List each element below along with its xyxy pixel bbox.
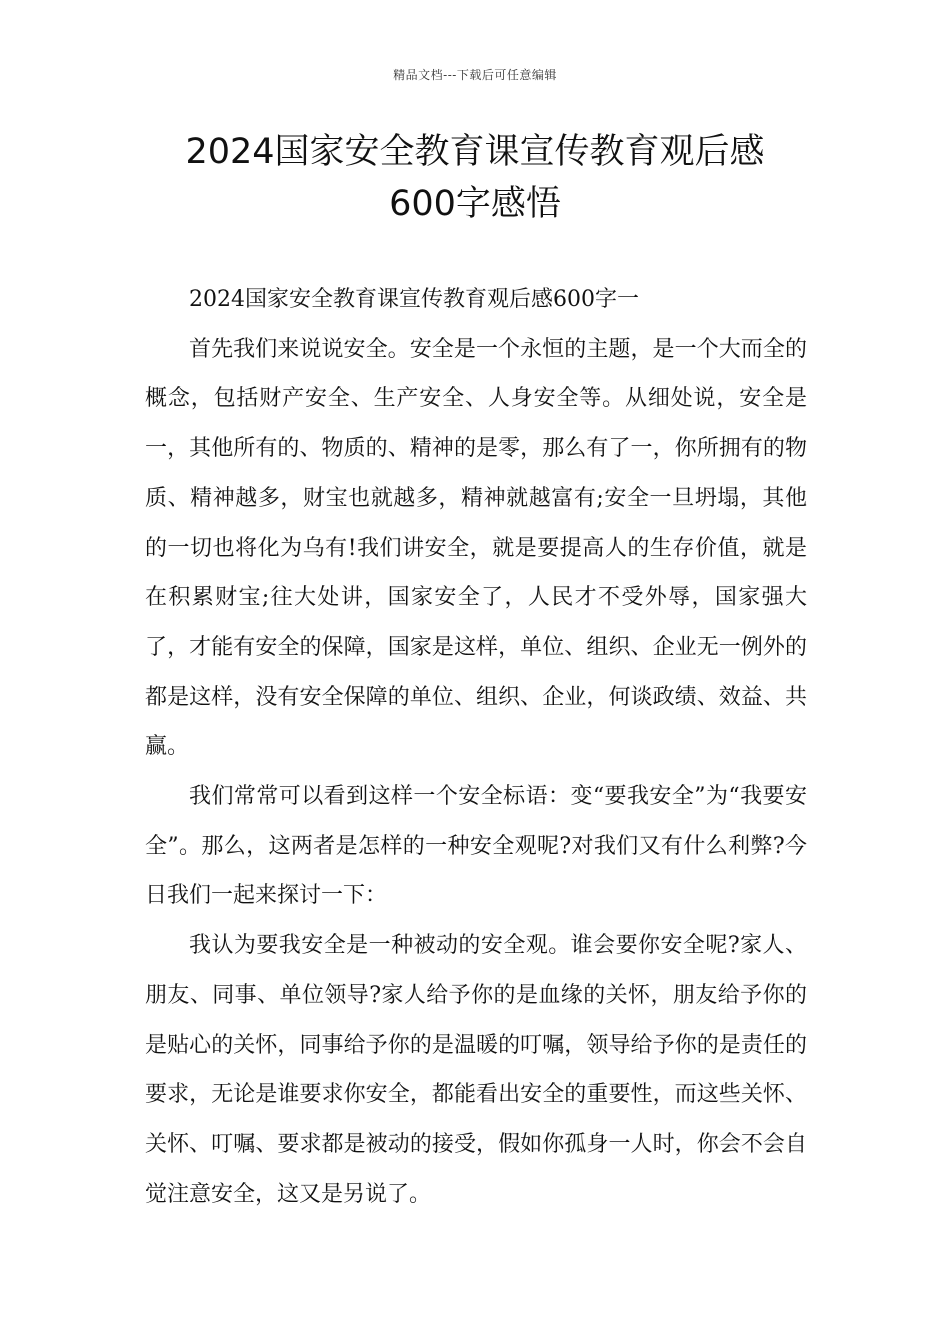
section-subheading: 2024国家安全教育课宣传教育观后感600字一 [189,287,639,312]
document-title [120,126,830,230]
title-line-2: 600字感悟 [389,184,561,224]
title-line-1: 2024国家安全教育课宣传教育观后感 [185,132,765,172]
paragraph-2: 我们常常可以看到这样一个安全标语：变“要我安全”为“我要安全”。那么，这两者是怎样的一种安全观呢?对我们又有什么利弊?今日我们一起来探讨一下： [145,784,807,909]
document-body [145,275,807,1219]
paragraph-1: 首先我们来说说安全。安全是一个永恒的主题，是一个大而全的概念，包括财产安全、生产安全、人身安全等。从细处说，安全是一，其他所有的、物质的、精神的是零，那么有了一，你所拥有的物质、精神越多，财宝也就越多，精神就越富有;安全一旦坍塌，其他的一切也将化为乌有!我们讲安全，就是要提高人的生存价值，就是在积累财宝;往大处讲，国家安全了，人民才不受外辱，国家强大了，才能有安全的保障，国家是这样，单位、组织、企业无一例外的都是这样，没有安全保障的单位、组织、企业，何谈政绩、效益、共赢。 [145,336,807,760]
paragraph-3: 我认为要我安全是一种被动的安全观。谁会要你安全呢?家人、朋友、同事、单位领导?家人给予你的是血缘的关怀，朋友给予你的是贴心的关怀，同事给予你的是温暖的叮嘱，领导给予你的是责任的要求，无论是谁要求你安全，都能看出安全的重要性，而这些关怀、关怀、叮嘱、要求都是被动的接受，假如你孤身一人时，你会不会自觉注意安全，这又是另说了。 [145,933,807,1207]
header-note: 精品文档---下载后可任意编辑 [393,68,557,82]
